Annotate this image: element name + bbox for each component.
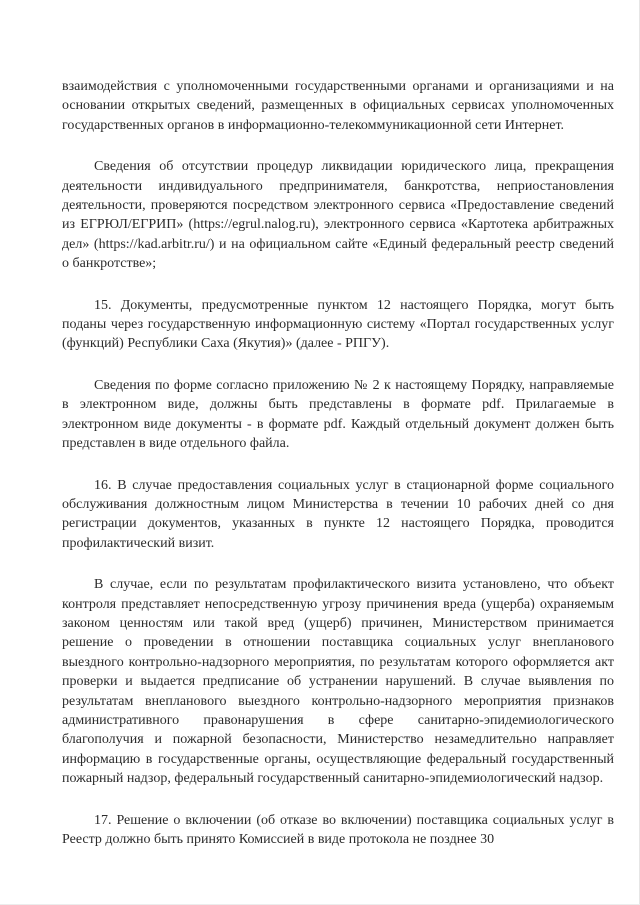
paragraph-continuation: взаимодействия с уполномоченными государственными органами и организациями и на основании открытых сведений, размещенных в официальных сервисах уполномоченных государственных органов в информационно-телекоммуникационной сети Интернет. (62, 79, 614, 133)
paragraph-inspection-results: В случае, если по результатам профилактического визита установлено, что объект контроля представляет непосредственную угрозу причинения вреда (ущерба) охраняемым законом ценностям или такой вред (ущерб) причинен, Министерством принимается решение о проведении в отношении поставщика социальных услуг внепланового выездного контрольно-надзорного мероприятия, по результатам которого оформляется акт проверки и выдается предписание об устранении нарушений. В случае выявления по результатам внепланового выездного контрольно-надзорного мероприятия признаков административного правонарушения в сфере санитарно-эпидемиологического благополучия и пожарной безопасности, Министерство незамедлительно направляет информацию в государственные органы, осуществляющие федеральный государственный пожарный надзор, федеральный государственный санитарно-эпидемиологический надзор. (62, 577, 614, 787)
paragraph-item-16: 16. В случае предоставления социальных услуг в стационарной форме социального обслуживания должностным лицом Министерства в течении 10 рабочих дней со дня регистрации документов, указанных в пункте 12 настоящего Порядка, проводится профилактический визит. (62, 477, 614, 551)
paragraph-item-15: 15. Документы, предусмотренные пунктом 12 настоящего Порядка, могут быть поданы через государственную информационную систему «Портал государственных услуг (функций) Республики Саха (Якутия)» (далее - РПГУ). (62, 297, 614, 352)
paragraph-verification-services: Сведения об отсутствии процедур ликвидации юридического лица, прекращения деятельности индивидуального предпринимателя, банкротства, неприостановления деятельности, проверяются посредством электронного сервиса «Предоставление сведений из ЕГРЮЛ/ЕГРИП» (https://egrul.nalog.ru), электронного сервиса «Картотека арбитражных дел» (https://kad.arbitr.ru/) и на официальном сайте «Единый федеральный реестр сведений о банкротстве»; (62, 159, 614, 272)
document-body (62, 77, 614, 871)
paragraph-item-17: 17. Решение о включении (об отказе во включении) поставщика социальных услуг в Реестр должно быть принято Комиссией в виде протокола не позднее 30 (62, 812, 614, 847)
paragraph-pdf-format: Сведения по форме согласно приложению № 2 к настоящему Порядку, направляемые в электронном виде, должны быть представлены в формате pdf. Прилагаемые в электронном виде документы - в формате pdf. Каждый отдельный документ должен быть представлен в виде отдельного файла. (62, 377, 614, 452)
